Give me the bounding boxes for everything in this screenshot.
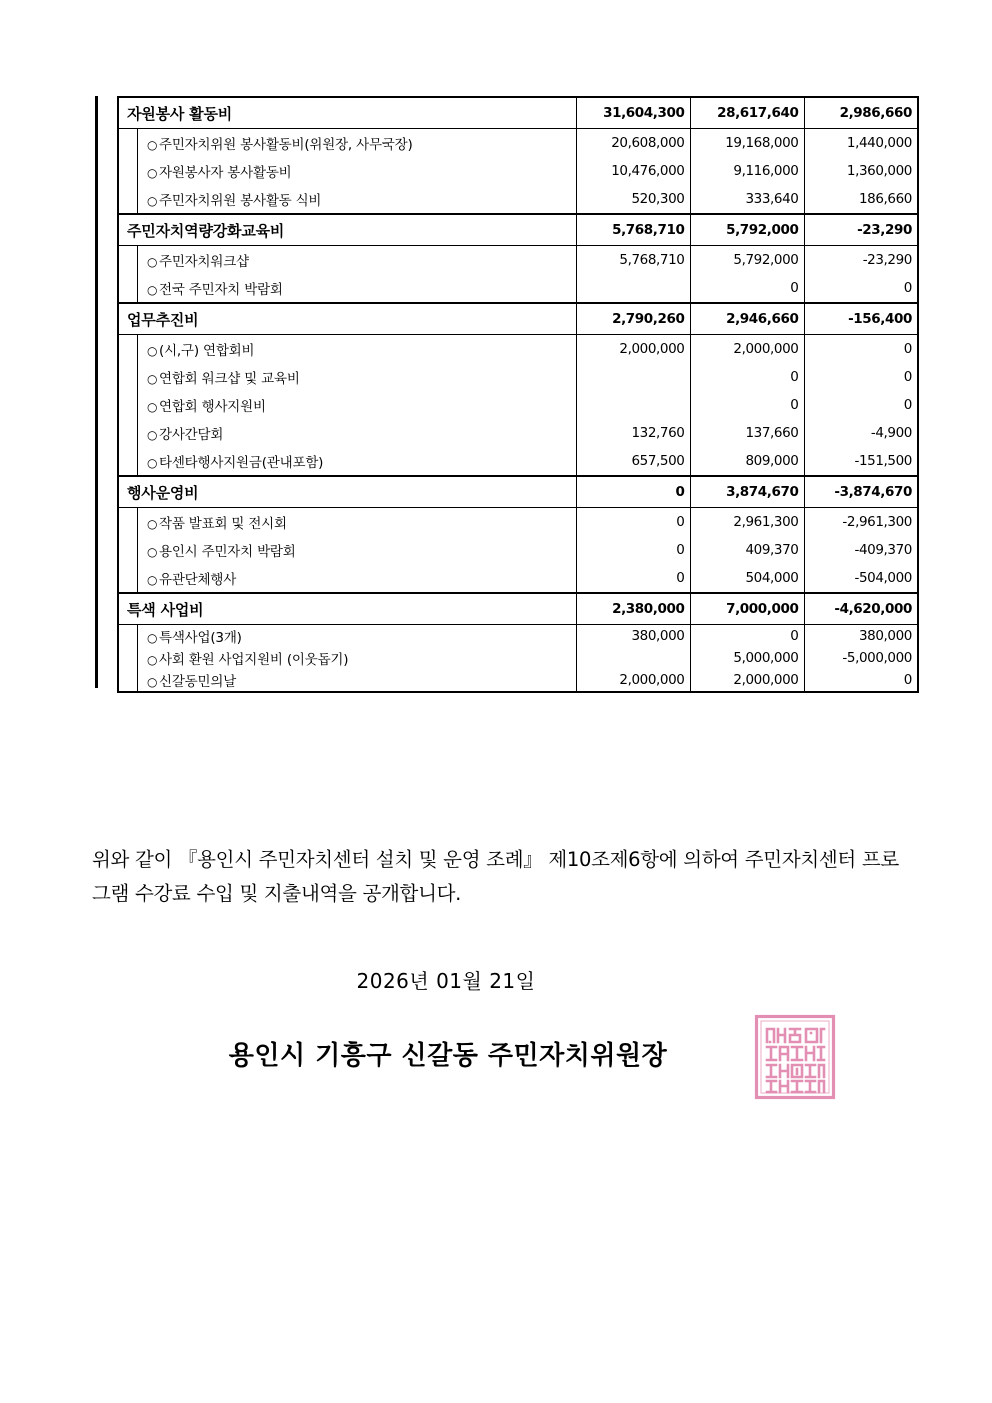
budget-item-row bbox=[118, 419, 918, 447]
budget-item-value: -23,290 bbox=[804, 246, 918, 275]
budget-group-label: 자원봉사 활동비 bbox=[118, 97, 576, 129]
budget-item-value: -5,000,000 bbox=[804, 647, 918, 669]
budget-item-label: 용인시 주민자치 박람회 bbox=[159, 544, 296, 560]
table-outer-spine bbox=[95, 96, 98, 688]
budget-item-value: 19,168,000 bbox=[690, 129, 804, 158]
budget-group-value: 2,946,660 bbox=[690, 303, 804, 335]
budget-item-row bbox=[118, 536, 918, 564]
budget-item-label: 연합회 워크샵 및 교육비 bbox=[159, 371, 300, 387]
budget-group-row bbox=[118, 593, 918, 625]
budget-item-value: 0 bbox=[690, 391, 804, 419]
indent-rule bbox=[137, 363, 138, 391]
budget-item-value: 2,000,000 bbox=[576, 669, 690, 692]
budget-group-value: -23,290 bbox=[804, 214, 918, 246]
indent-rule bbox=[137, 246, 138, 274]
indent-rule bbox=[137, 335, 138, 363]
budget-item-value: 137,660 bbox=[690, 419, 804, 447]
budget-item-label-cell bbox=[118, 391, 576, 419]
budget-item-label-cell bbox=[118, 447, 576, 476]
budget-item-value: 5,792,000 bbox=[690, 246, 804, 275]
budget-item-value bbox=[576, 391, 690, 419]
budget-item-value bbox=[576, 363, 690, 391]
budget-group-row bbox=[118, 214, 918, 246]
budget-item-label: 신갈동민의날 bbox=[159, 674, 237, 690]
budget-item-label-cell bbox=[118, 274, 576, 303]
circle-bullet-icon: ○ bbox=[147, 631, 158, 645]
indent-rule bbox=[137, 647, 138, 669]
budget-item-value: 409,370 bbox=[690, 536, 804, 564]
budget-table bbox=[117, 96, 919, 693]
budget-item-value: 520,300 bbox=[576, 185, 690, 214]
budget-item-label-cell bbox=[118, 508, 576, 537]
budget-item-value: 0 bbox=[804, 274, 918, 303]
budget-item-row bbox=[118, 185, 918, 214]
budget-item-value bbox=[576, 647, 690, 669]
budget-group-label: 행사운영비 bbox=[118, 476, 576, 508]
circle-bullet-icon: ○ bbox=[147, 517, 158, 531]
circle-bullet-icon: ○ bbox=[147, 573, 158, 587]
budget-item-label: 자원봉사자 봉사활동비 bbox=[159, 165, 292, 181]
budget-item-value: 0 bbox=[690, 625, 804, 648]
budget-item-row bbox=[118, 564, 918, 593]
budget-group-value: 2,986,660 bbox=[804, 97, 918, 129]
indent-rule bbox=[137, 669, 138, 691]
budget-item-row bbox=[118, 391, 918, 419]
budget-item-row bbox=[118, 447, 918, 476]
budget-item-label-cell bbox=[118, 185, 576, 214]
budget-item-value: 0 bbox=[804, 363, 918, 391]
budget-item-value: 504,000 bbox=[690, 564, 804, 593]
circle-bullet-icon: ○ bbox=[147, 653, 158, 667]
budget-item-value: -409,370 bbox=[804, 536, 918, 564]
budget-item-value: 809,000 bbox=[690, 447, 804, 476]
budget-item-value: 0 bbox=[690, 274, 804, 303]
budget-item-row bbox=[118, 157, 918, 185]
signature-line: 용인시 기흥구 신갈동 주민자치위원장 bbox=[228, 1041, 668, 1071]
budget-item-label: 유관단체행사 bbox=[159, 572, 237, 588]
budget-item-value: 2,961,300 bbox=[690, 508, 804, 537]
budget-group-value: 5,792,000 bbox=[690, 214, 804, 246]
indent-rule bbox=[137, 564, 138, 592]
budget-item-label: 특색사업(3개) bbox=[159, 630, 242, 646]
budget-item-value: 1,440,000 bbox=[804, 129, 918, 158]
budget-item-value: -151,500 bbox=[804, 447, 918, 476]
budget-item-label-cell bbox=[118, 669, 576, 692]
budget-item-label: 전국 주민자치 박람회 bbox=[159, 282, 283, 298]
circle-bullet-icon: ○ bbox=[147, 372, 158, 386]
budget-item-value: 0 bbox=[804, 669, 918, 692]
budget-item-label: 작품 발표회 및 전시회 bbox=[159, 516, 287, 532]
budget-item-label: 타센타행사지원금(관내포함) bbox=[159, 455, 324, 471]
indent-rule bbox=[137, 391, 138, 419]
budget-item-value bbox=[576, 274, 690, 303]
budget-item-value: 1,360,000 bbox=[804, 157, 918, 185]
budget-item-row bbox=[118, 647, 918, 669]
budget-item-value: 380,000 bbox=[804, 625, 918, 648]
budget-item-label: 주민자치위원 봉사활동비(위원장, 사무국장) bbox=[159, 137, 413, 153]
budget-item-label-cell bbox=[118, 647, 576, 669]
budget-item-label: 사회 환원 사업지원비 (이웃돕기) bbox=[159, 652, 349, 668]
budget-item-row bbox=[118, 274, 918, 303]
budget-item-value: 0 bbox=[804, 335, 918, 364]
budget-group-value: -4,620,000 bbox=[804, 593, 918, 625]
budget-item-label-cell bbox=[118, 625, 576, 648]
budget-item-value: 0 bbox=[576, 536, 690, 564]
budget-item-value: 5,768,710 bbox=[576, 246, 690, 275]
budget-group-value: 2,790,260 bbox=[576, 303, 690, 335]
budget-item-label: 주민자치위원 봉사활동 식비 bbox=[159, 193, 322, 209]
budget-item-row bbox=[118, 625, 918, 648]
budget-item-value: 333,640 bbox=[690, 185, 804, 214]
budget-group-value: 31,604,300 bbox=[576, 97, 690, 129]
circle-bullet-icon: ○ bbox=[147, 255, 158, 269]
circle-bullet-icon: ○ bbox=[147, 138, 158, 152]
circle-bullet-icon: ○ bbox=[147, 675, 158, 689]
circle-bullet-icon: ○ bbox=[147, 456, 158, 470]
indent-rule bbox=[137, 185, 138, 213]
budget-item-value: -504,000 bbox=[804, 564, 918, 593]
budget-item-row bbox=[118, 246, 918, 275]
budget-item-value: 657,500 bbox=[576, 447, 690, 476]
budget-item-label: (시,구) 연합회비 bbox=[159, 343, 255, 359]
budget-group-row bbox=[118, 476, 918, 508]
budget-group-value: 2,380,000 bbox=[576, 593, 690, 625]
circle-bullet-icon: ○ bbox=[147, 166, 158, 180]
budget-item-row bbox=[118, 335, 918, 364]
budget-item-value: 0 bbox=[804, 391, 918, 419]
budget-item-label-cell bbox=[118, 363, 576, 391]
budget-item-value: 186,660 bbox=[804, 185, 918, 214]
budget-item-value: 0 bbox=[690, 363, 804, 391]
budget-group-value: 0 bbox=[576, 476, 690, 508]
circle-bullet-icon: ○ bbox=[147, 283, 158, 297]
budget-item-row bbox=[118, 363, 918, 391]
indent-rule bbox=[137, 129, 138, 157]
disclosure-statement: 위와 같이 『용인시 주민자치센터 설치 및 운영 조례』 제10조제6항에 의하여 주민자치센터 프로그램 수강료 수입 및 지출내역을 공개합니다. bbox=[92, 848, 899, 906]
budget-group-value: -3,874,670 bbox=[804, 476, 918, 508]
budget-item-value: 380,000 bbox=[576, 625, 690, 648]
budget-item-value: 0 bbox=[576, 508, 690, 537]
budget-table-container bbox=[117, 96, 918, 693]
circle-bullet-icon: ○ bbox=[147, 344, 158, 358]
budget-item-value: 5,000,000 bbox=[690, 647, 804, 669]
budget-item-label: 강사간담회 bbox=[159, 427, 224, 443]
circle-bullet-icon: ○ bbox=[147, 400, 158, 414]
budget-item-value: 2,000,000 bbox=[690, 335, 804, 364]
budget-item-value: 2,000,000 bbox=[576, 335, 690, 364]
budget-group-value: 3,874,670 bbox=[690, 476, 804, 508]
circle-bullet-icon: ○ bbox=[147, 428, 158, 442]
official-seal bbox=[754, 1014, 836, 1100]
budget-item-label-cell bbox=[118, 129, 576, 158]
budget-item-label: 주민자치워크샵 bbox=[159, 254, 249, 270]
indent-rule bbox=[137, 625, 138, 647]
budget-group-value: -156,400 bbox=[804, 303, 918, 335]
budget-item-label-cell bbox=[118, 157, 576, 185]
budget-item-row bbox=[118, 129, 918, 158]
budget-item-label-cell bbox=[118, 335, 576, 364]
budget-item-row bbox=[118, 508, 918, 537]
budget-item-label-cell bbox=[118, 246, 576, 275]
budget-item-value: -4,900 bbox=[804, 419, 918, 447]
budget-item-label-cell bbox=[118, 536, 576, 564]
budget-item-value: 2,000,000 bbox=[690, 669, 804, 692]
budget-item-value: -2,961,300 bbox=[804, 508, 918, 537]
circle-bullet-icon: ○ bbox=[147, 545, 158, 559]
budget-item-value: 132,760 bbox=[576, 419, 690, 447]
seal-graphic bbox=[754, 1014, 836, 1100]
budget-group-value: 5,768,710 bbox=[576, 214, 690, 246]
budget-group-row bbox=[118, 97, 918, 129]
budget-item-value: 20,608,000 bbox=[576, 129, 690, 158]
date-line: 2026년 01월 21일 bbox=[356, 969, 536, 993]
budget-item-row bbox=[118, 669, 918, 692]
budget-group-value: 7,000,000 bbox=[690, 593, 804, 625]
circle-bullet-icon: ○ bbox=[147, 194, 158, 208]
budget-group-label: 특색 사업비 bbox=[118, 593, 576, 625]
budget-item-value: 10,476,000 bbox=[576, 157, 690, 185]
budget-item-label: 연합회 행사지원비 bbox=[159, 399, 266, 415]
budget-item-label-cell bbox=[118, 419, 576, 447]
budget-group-label: 업무추진비 bbox=[118, 303, 576, 335]
indent-rule bbox=[137, 419, 138, 447]
budget-group-row bbox=[118, 303, 918, 335]
budget-group-label: 주민자치역량강화교육비 bbox=[118, 214, 576, 246]
indent-rule bbox=[137, 447, 138, 475]
indent-rule bbox=[137, 508, 138, 536]
budget-item-value: 0 bbox=[576, 564, 690, 593]
indent-rule bbox=[137, 157, 138, 185]
indent-rule bbox=[137, 536, 138, 564]
budget-item-label-cell bbox=[118, 564, 576, 593]
budget-item-value: 9,116,000 bbox=[690, 157, 804, 185]
indent-rule bbox=[137, 274, 138, 302]
budget-group-value: 28,617,640 bbox=[690, 97, 804, 129]
